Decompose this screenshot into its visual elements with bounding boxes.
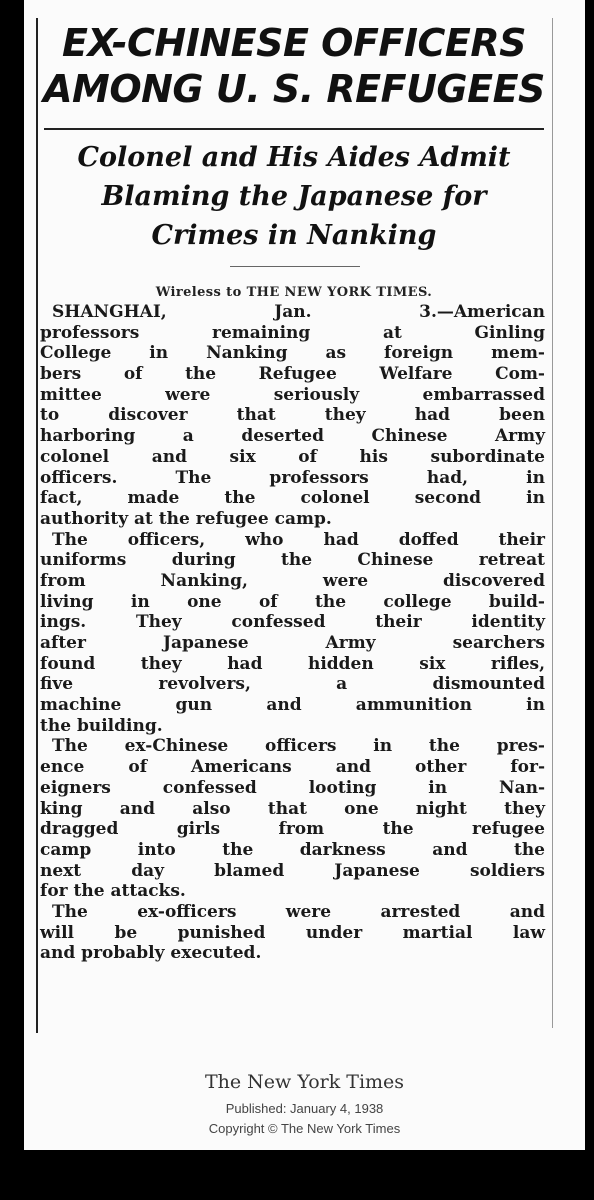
article-line: officers. The professors had, in xyxy=(40,467,545,488)
article-line: found they had hidden six rifles, xyxy=(40,653,545,674)
article-body xyxy=(40,302,545,964)
article-line: eigners confessed looting in Nan- xyxy=(40,777,545,798)
subheadline xyxy=(38,138,550,255)
article-line: authority at the refugee camp. xyxy=(40,508,332,529)
article-line: to discover that they had been xyxy=(40,405,545,426)
headline-line-1: EX-CHINESE OFFICERS xyxy=(62,21,526,65)
nyt-masthead: The New York Times xyxy=(204,1071,405,1093)
article-line: harboring a deserted Chinese Army xyxy=(40,426,545,447)
article-line: next day blamed Japanese soldiers xyxy=(40,860,545,881)
column-rule-right xyxy=(552,18,553,1028)
subheadline-divider xyxy=(230,266,360,267)
article-line: five revolvers, a dismounted xyxy=(40,674,545,695)
subheadline-line-3: Crimes in Nanking xyxy=(151,220,437,251)
article-line: and probably executed. xyxy=(40,943,262,964)
article-line: machine gun and ammunition in xyxy=(40,695,545,716)
article-line: colonel and six of his subordinate xyxy=(40,446,545,467)
article-line: College in Nanking as foreign mem- xyxy=(40,343,545,364)
headline-line-2: AMONG U. S. REFUGEES xyxy=(43,67,545,111)
published-date: Published: January 4, 1938 xyxy=(225,1101,384,1116)
subheadline-line-2: Blaming the Japanese for xyxy=(101,181,487,212)
article-line: camp into the darkness and the xyxy=(40,839,545,860)
copyright-notice: Copyright © The New York Times xyxy=(208,1121,401,1136)
wire-credit: Wireless to THE NEW YORK TIMES. xyxy=(155,285,433,300)
article-line: living in one of the college build- xyxy=(40,591,545,612)
article-line: bers of the Refugee Welfare Com- xyxy=(40,364,545,385)
article-line: The ex-Chinese officers in the pres- xyxy=(52,736,545,757)
article-line: fact, made the colonel second in xyxy=(40,488,545,509)
article-line: for the attacks. xyxy=(40,881,186,902)
article-line: ence of Americans and other for- xyxy=(40,757,545,778)
article-line: SHANGHAI, Jan. 3.—American xyxy=(52,302,545,322)
article-line: uniforms during the Chinese retreat xyxy=(40,550,545,571)
article-line: professors remaining at Ginling xyxy=(40,322,545,343)
article-line: the building. xyxy=(40,715,163,736)
article-line: dragged girls from the refugee xyxy=(40,819,545,840)
headline-divider xyxy=(44,128,544,130)
headline xyxy=(38,20,550,112)
article-line: will be punished under martial law xyxy=(40,922,545,943)
subheadline-line-1: Colonel and His Aides Admit xyxy=(77,142,511,173)
article-line: The officers, who had doffed their xyxy=(52,529,545,550)
article-line: from Nanking, were discovered xyxy=(40,570,545,591)
article-line: mittee were seriously embarrassed xyxy=(40,384,545,405)
article-line: ings. They confessed their identity xyxy=(40,612,545,633)
article-line: The ex-officers were arrested and xyxy=(52,901,545,922)
article-line: after Japanese Army searchers xyxy=(40,633,545,653)
article-line: king and also that one night they xyxy=(40,798,545,819)
